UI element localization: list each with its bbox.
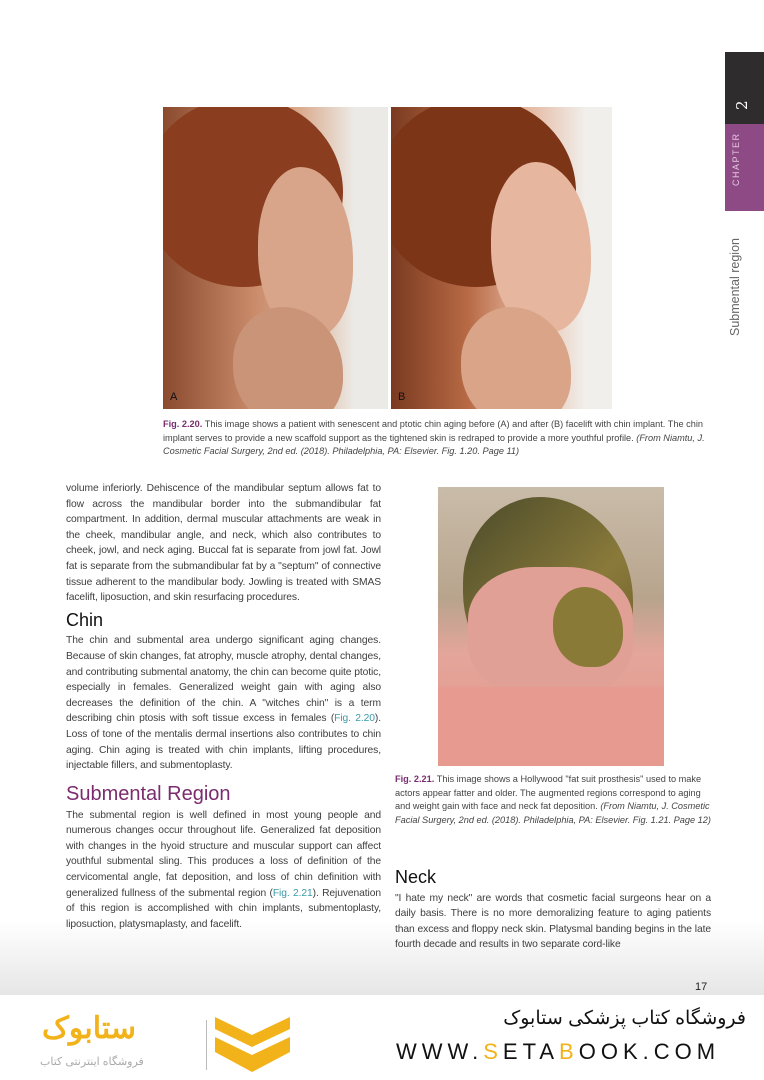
figure-link-2-21[interactable]: Fig. 2.21 xyxy=(272,887,313,899)
caption-label: Fig. 2.20. xyxy=(163,419,203,429)
chapter-label: CHAPTER xyxy=(731,132,741,186)
caption-source: (From Niamtu, J. Cosmetic Facial Surgery, 2nd ed. (2018). Philadelphia, PA: Elsevier. Fig. 1.21. Page 12) xyxy=(395,801,711,825)
chin-paragraph xyxy=(66,633,381,773)
paragraph-text: The submental region is well defined in most young people and numerous changes occur throughout life. Generalized fat deposition with changes in the hyoid structure and muscular support can affect youthful submental sling. This produces a loss of definition of the cervicomental angle, fat deposition, and loss of chin definition with generalized fullness of the submental region ( xyxy=(66,809,381,899)
paragraph-text: ). Rejuvenation of this region is accomplished with chin implants, submentoplasty, liposuction, platysmaplasty, and facelift. xyxy=(66,887,381,930)
chapter-number: 2 xyxy=(733,100,751,110)
paragraph-text: The chin and submental area undergo significant aging changes. Because of skin changes, fat atrophy, muscle atrophy, dental changes, and contributing submental anatomy, the chin can become quite ptotic, especially in females. Generalized weight gain with aging also decreases the definition of the chin. A "witches chin" is a term describing chin ptosis with soft tissue excess in females ( xyxy=(66,635,381,725)
right-column xyxy=(395,773,711,953)
figure-2-20-caption xyxy=(163,418,715,459)
heading-neck: Neck xyxy=(395,867,437,887)
store-logo-subtitle: فروشگاه اینترنتی کتاب xyxy=(40,1056,144,1068)
watermark-footer xyxy=(0,995,764,1080)
figure-2-20-photo-b xyxy=(391,107,612,409)
caption-source: (From Niamtu, J. Cosmetic Facial Surgery, 2nd ed. (2018). Philadelphia, PA: Elsevier. Fig. 1.20. Page 11) xyxy=(163,432,705,456)
running-head: Submental region xyxy=(728,238,742,336)
heading-chin: Chin xyxy=(66,609,104,630)
neck-paragraph xyxy=(395,891,711,953)
caption-text: This image shows a patient with senescent and ptotic chin aging before (A) and after (B) facelift with chin implant. The chin implant serves to provide a new scaffold support as the tightened skin is redraped to provide a more youthful profile. xyxy=(163,419,703,443)
photo-label-b: B xyxy=(398,391,406,403)
left-column xyxy=(66,481,381,932)
store-url[interactable]: WWW.SETABOOK.COM xyxy=(396,1039,721,1064)
paragraph-text: "I hate my neck" are words that cosmetic facial surgeons hear on a daily basis. There is no more demoralizing feature to aging patients than excess and floppy neck skin. Platysmal banding begins in the late fourth decade and results in two separate cord-like xyxy=(395,892,711,951)
store-name: فروشگاه کتاب پزشکی ستابوک xyxy=(503,1008,746,1029)
paragraph-text: ). Loss of tone of the mentalis dermal insertions also contributes to chin aging. Chin aging is treated with chin implants, lifting procedures, injectable fillers, and submentoplasty. xyxy=(66,713,381,772)
photo-label-a: A xyxy=(170,391,178,403)
figure-2-21-caption xyxy=(395,773,711,827)
chevron-logo-icon xyxy=(215,1017,290,1072)
caption-text: This image shows a Hollywood "fat suit prosthesis" used to make actors appear fatter and older. The augmented regions correspond to aging and weight gain with face and neck fat deposition. xyxy=(395,774,702,811)
heading-submental-region: Submental Region xyxy=(66,782,231,805)
intro-paragraph xyxy=(66,481,381,606)
figure-link-2-20[interactable]: Fig. 2.20 xyxy=(334,713,375,725)
figure-2-20-photo-a xyxy=(163,107,388,409)
figure-2-21-photo xyxy=(438,487,664,766)
chapter-tab-dark xyxy=(725,52,764,124)
submental-paragraph xyxy=(66,808,381,933)
paragraph-text: volume inferiorly. Dehiscence of the mandibular septum allows fat to flow across the mandibular border into the submandibular fat compartment. In addition, dermal muscular attachments are weak in the cheek, mandibular angle, and neck, which also contributes to cheek, jowl, and neck aging. Buccal fat is separate from jowl fat. Jowl fat is separate from the submandibular fat by a "septum" of connective tissue adherent to the mandibular body. Jowling is treated with SMAS facelift, liposuction, and skin resurfacing procedures. xyxy=(66,483,381,604)
logo-divider xyxy=(206,1020,207,1070)
page-number: 17 xyxy=(695,981,708,993)
store-logo-text: ستابوک xyxy=(42,1012,137,1045)
caption-label: Fig. 2.21. xyxy=(395,774,435,784)
